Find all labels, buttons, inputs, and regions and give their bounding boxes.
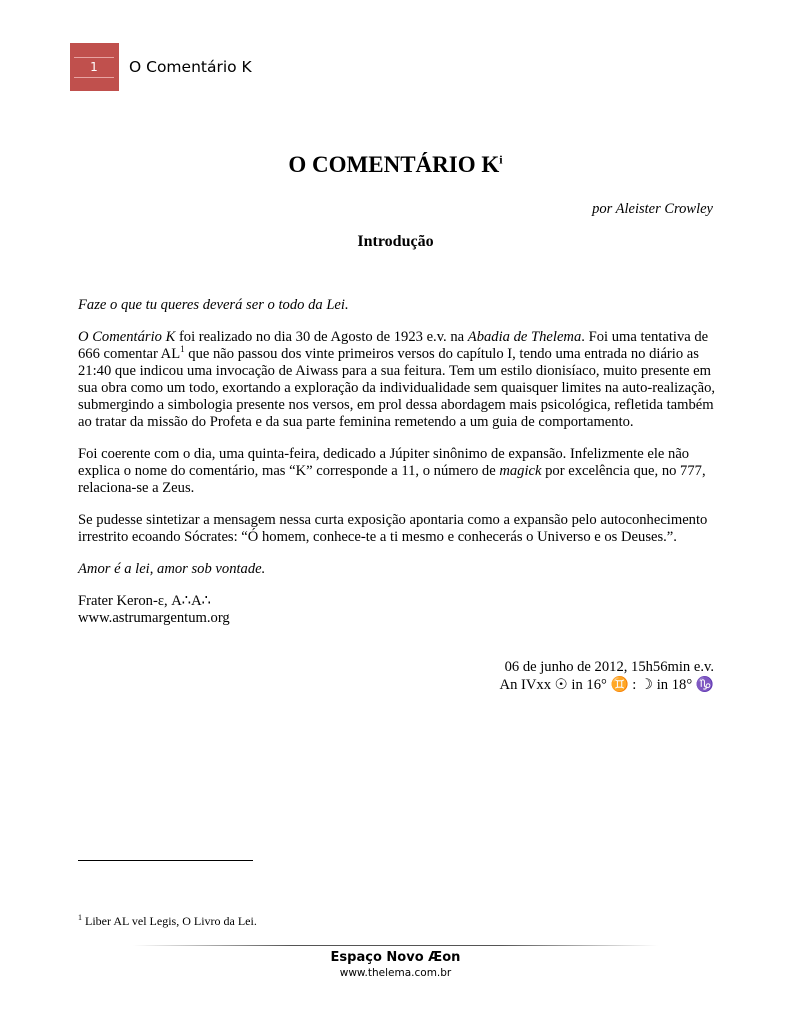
author-byline: por Aleister Crowley — [592, 201, 713, 217]
footnote-marker[interactable]: 1 — [180, 344, 185, 355]
p1-text-1: foi realizado no dia 30 de Agosto de 1923 e.v. na — [175, 329, 468, 345]
header-title: O Comentário K — [129, 58, 252, 76]
date-block — [500, 658, 714, 694]
p1-place: Abadia de Thelema — [467, 329, 582, 345]
section-heading: Introdução — [357, 233, 434, 250]
p2-text-1: Foi coerente com o dia, uma quinta-feira, dedicado a Júpiter sinônimo de expansão. Infelizmente ele não explica o nome do comentário, mas “K” corresponde a 11, o número de — [78, 446, 690, 479]
footnote-text: Liber AL vel Legis, O Livro da Lei. — [82, 914, 257, 928]
p1-text-2: . Foi uma tentativa de 666 comentar AL — [78, 329, 709, 362]
paragraph-2 — [78, 446, 718, 497]
document-body — [78, 297, 718, 643]
opening-line: Faze o que tu queres deverá ser o todo da Lei. — [78, 297, 349, 313]
footer-url[interactable]: www.thelema.com.br — [339, 967, 452, 979]
footer-title: Espaço Novo Æon — [330, 950, 461, 965]
signature-block — [78, 593, 718, 627]
date-line-1: 06 de junho de 2012, 15h56min e.v. — [504, 659, 714, 675]
footnote-divider — [78, 860, 253, 861]
closing-line: Amor é a lei, amor sob vontade. — [78, 561, 266, 577]
p2-text-2: por excelência que, no 777, relaciona-se a Zeus. — [78, 463, 706, 496]
footnote — [78, 913, 257, 929]
page-number: 1 — [74, 57, 114, 78]
title-endnote-marker[interactable]: i — [499, 152, 503, 167]
document-title-text: O COMENTÁRIO K — [288, 152, 500, 177]
footer-divider — [133, 945, 658, 946]
date-line-2: An IVxx ☉ in 16° ♊ : ☽ in 18° ♑ — [499, 677, 714, 693]
signature-url[interactable]: www.astrumargentum.org — [78, 610, 230, 626]
paragraph-3: Se pudesse sintetizar a mensagem nessa curta exposição apontaria como a expansão pelo autoconhecimento irrestrito ecoando Sócrates: “Ó homem, conhece-te a ti mesmo e conhecerás o Universo e os Deuses.”. — [78, 512, 708, 545]
paragraph-1 — [78, 329, 718, 431]
p1-text-3: que não passou dos vinte primeiros versos do capítulo I, tendo uma entrada no diário as 21:40 que indicou uma invocação de Aiwass para a sua feitura. Tem um estilo dionisíaco, muito presente em sua obra como um todo, exortando a exploração da individualidade sem quaisquer limites na auto-realização, submergindo a simbologia presente nos versos, em prol dessa abordagem mais psicológica, refletida também ao tratar da missão do Profeta e da sua parte feminina remetendo a um guia de comportamento. — [78, 346, 716, 430]
signature-name: Frater Keron-ε, A∴A∴ — [78, 593, 211, 609]
document-title — [0, 152, 791, 178]
p2-italic: magick — [499, 463, 542, 479]
p1-title: O Comentário K — [78, 329, 176, 345]
footnote-number: 1 — [78, 913, 82, 922]
